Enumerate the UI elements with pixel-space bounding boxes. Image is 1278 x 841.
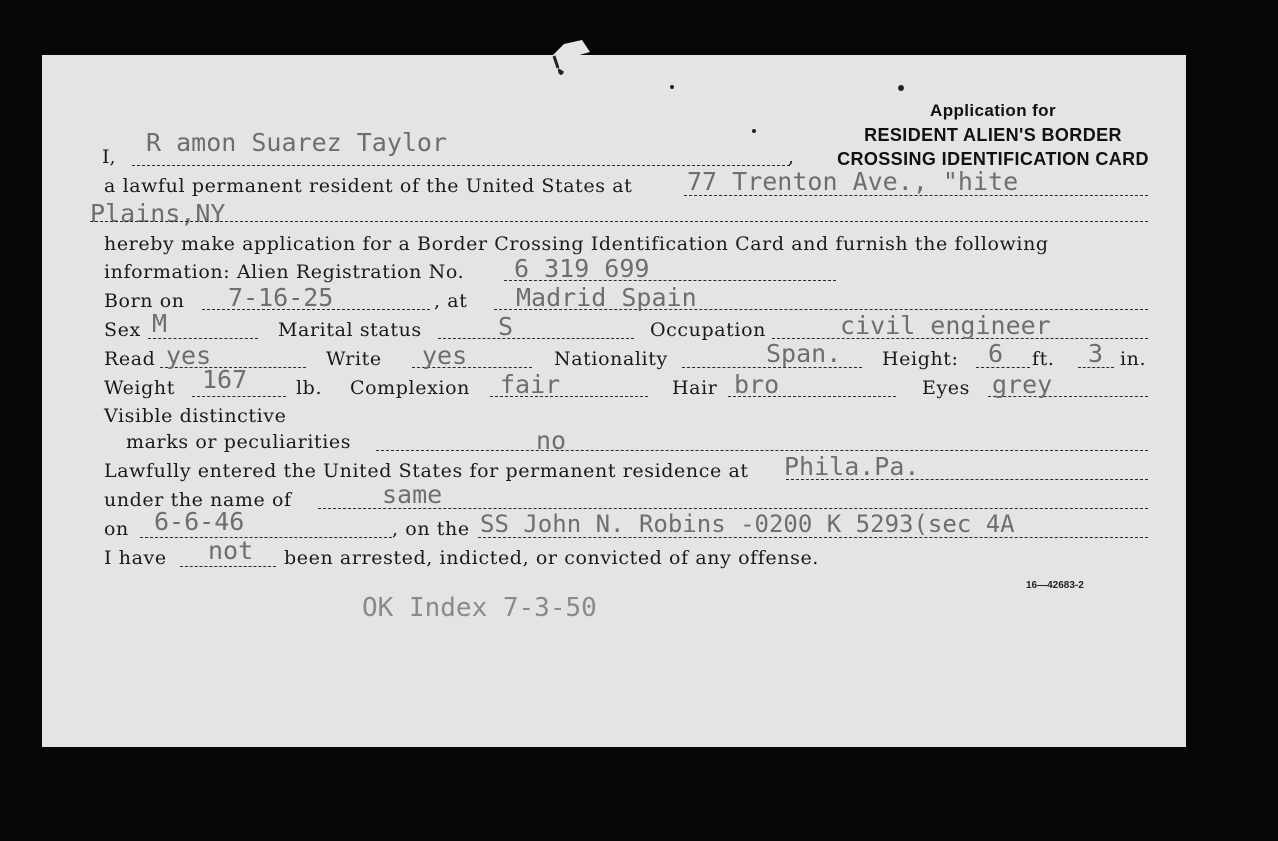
- comma: ,: [788, 146, 795, 168]
- label-read: Read: [104, 348, 156, 370]
- marks-line: [376, 450, 1148, 451]
- under-name-line: [318, 508, 1148, 509]
- label-under-name: under the name of: [104, 489, 292, 511]
- label-write: Write: [326, 348, 382, 370]
- label-in: in.: [1120, 348, 1147, 370]
- value-write: yes: [422, 341, 468, 370]
- header-title-line3: CROSSING IDENTIFICATION CARD: [837, 149, 1149, 169]
- value-height-in: 3: [1088, 339, 1104, 368]
- value-alien-reg-no: 6 319 699: [514, 254, 650, 283]
- value-name: R amon Suarez Taylor: [146, 128, 448, 157]
- label-at: , at: [434, 290, 468, 312]
- value-arrested: not: [208, 536, 254, 565]
- value-hair: bro: [734, 370, 780, 399]
- value-nationality: Span.: [766, 339, 842, 368]
- header-title-line2: RESIDENT ALIEN'S BORDER: [864, 125, 1122, 145]
- label-lawfully-entered: Lawfully entered the United States for permanent residence at: [104, 460, 749, 482]
- label-hereby: hereby make application for a Border Crossing Identification Card and furnish the following: [104, 233, 1049, 255]
- label-alien-reg: information: Alien Registration No.: [104, 261, 465, 283]
- weight-line: [192, 396, 286, 397]
- value-eyes: grey: [992, 370, 1053, 399]
- value-under-name: same: [382, 480, 443, 509]
- value-marital-status: S: [498, 312, 514, 341]
- label-visible-distinctive: Visible distinctive: [104, 405, 287, 427]
- value-marks: no: [536, 426, 567, 455]
- value-sex: M: [152, 309, 168, 338]
- index-stamp: OK Index 7-3-50: [362, 593, 597, 623]
- value-entry-date: 6-6-46: [154, 507, 245, 536]
- label-height: Height:: [882, 348, 959, 370]
- name-line: [132, 165, 790, 166]
- value-entry-place: Phila.Pa.: [784, 452, 920, 481]
- height-ft-line: [976, 367, 1030, 368]
- value-read: yes: [166, 341, 212, 370]
- label-occupation: Occupation: [650, 319, 766, 341]
- label-eyes: Eyes: [922, 377, 970, 399]
- arrested-line: [180, 566, 276, 567]
- label-sex: Sex: [104, 319, 141, 341]
- value-vessel: SS John N. Robins -0200 K 5293(sec 4A: [480, 510, 1015, 538]
- label-on: on: [104, 518, 129, 540]
- value-born-date: 7-16-25: [228, 283, 334, 312]
- ink-speck: [898, 85, 904, 91]
- header-title-line1: Application for: [930, 101, 1056, 120]
- label-ft: ft.: [1032, 348, 1055, 370]
- label-born-on: Born on: [104, 290, 185, 312]
- value-occupation: civil engineer: [840, 311, 1051, 340]
- label-lawful-resident: a lawful permanent resident of the United States at: [104, 175, 633, 197]
- label-i-have: I have: [104, 547, 167, 569]
- border-crossing-application-card: [42, 55, 1186, 747]
- marital-line: [438, 338, 634, 339]
- ink-speck: [752, 129, 756, 133]
- label-nationality: Nationality: [554, 348, 668, 370]
- form-number: 16—42683-2: [1026, 580, 1084, 591]
- label-hair: Hair: [672, 377, 718, 399]
- paper-tear-mark: [546, 38, 592, 78]
- label-lb: lb.: [296, 377, 323, 399]
- entry-date-line: [140, 537, 392, 538]
- ink-speck: [670, 85, 674, 89]
- label-marital-status: Marital status: [278, 319, 422, 341]
- address-line-2: [90, 221, 1148, 222]
- label-complexion: Complexion: [350, 377, 470, 399]
- value-complexion: fair: [500, 370, 561, 399]
- label-weight: Weight: [104, 377, 175, 399]
- label-i: I,: [102, 146, 116, 168]
- label-on-the: , on the: [392, 518, 470, 540]
- value-born-place: Madrid Spain: [516, 283, 697, 312]
- label-been-arrested: been arrested, indicted, or convicted of any offense.: [284, 547, 819, 569]
- value-weight: 167: [202, 365, 248, 394]
- label-marks: marks or peculiarities: [126, 431, 352, 453]
- value-address-line1: 77 Trenton Ave., "hite: [687, 167, 1019, 196]
- value-address-line2: Plains,NY: [90, 199, 226, 228]
- value-height-ft: 6: [988, 339, 1004, 368]
- sex-line: [148, 338, 258, 339]
